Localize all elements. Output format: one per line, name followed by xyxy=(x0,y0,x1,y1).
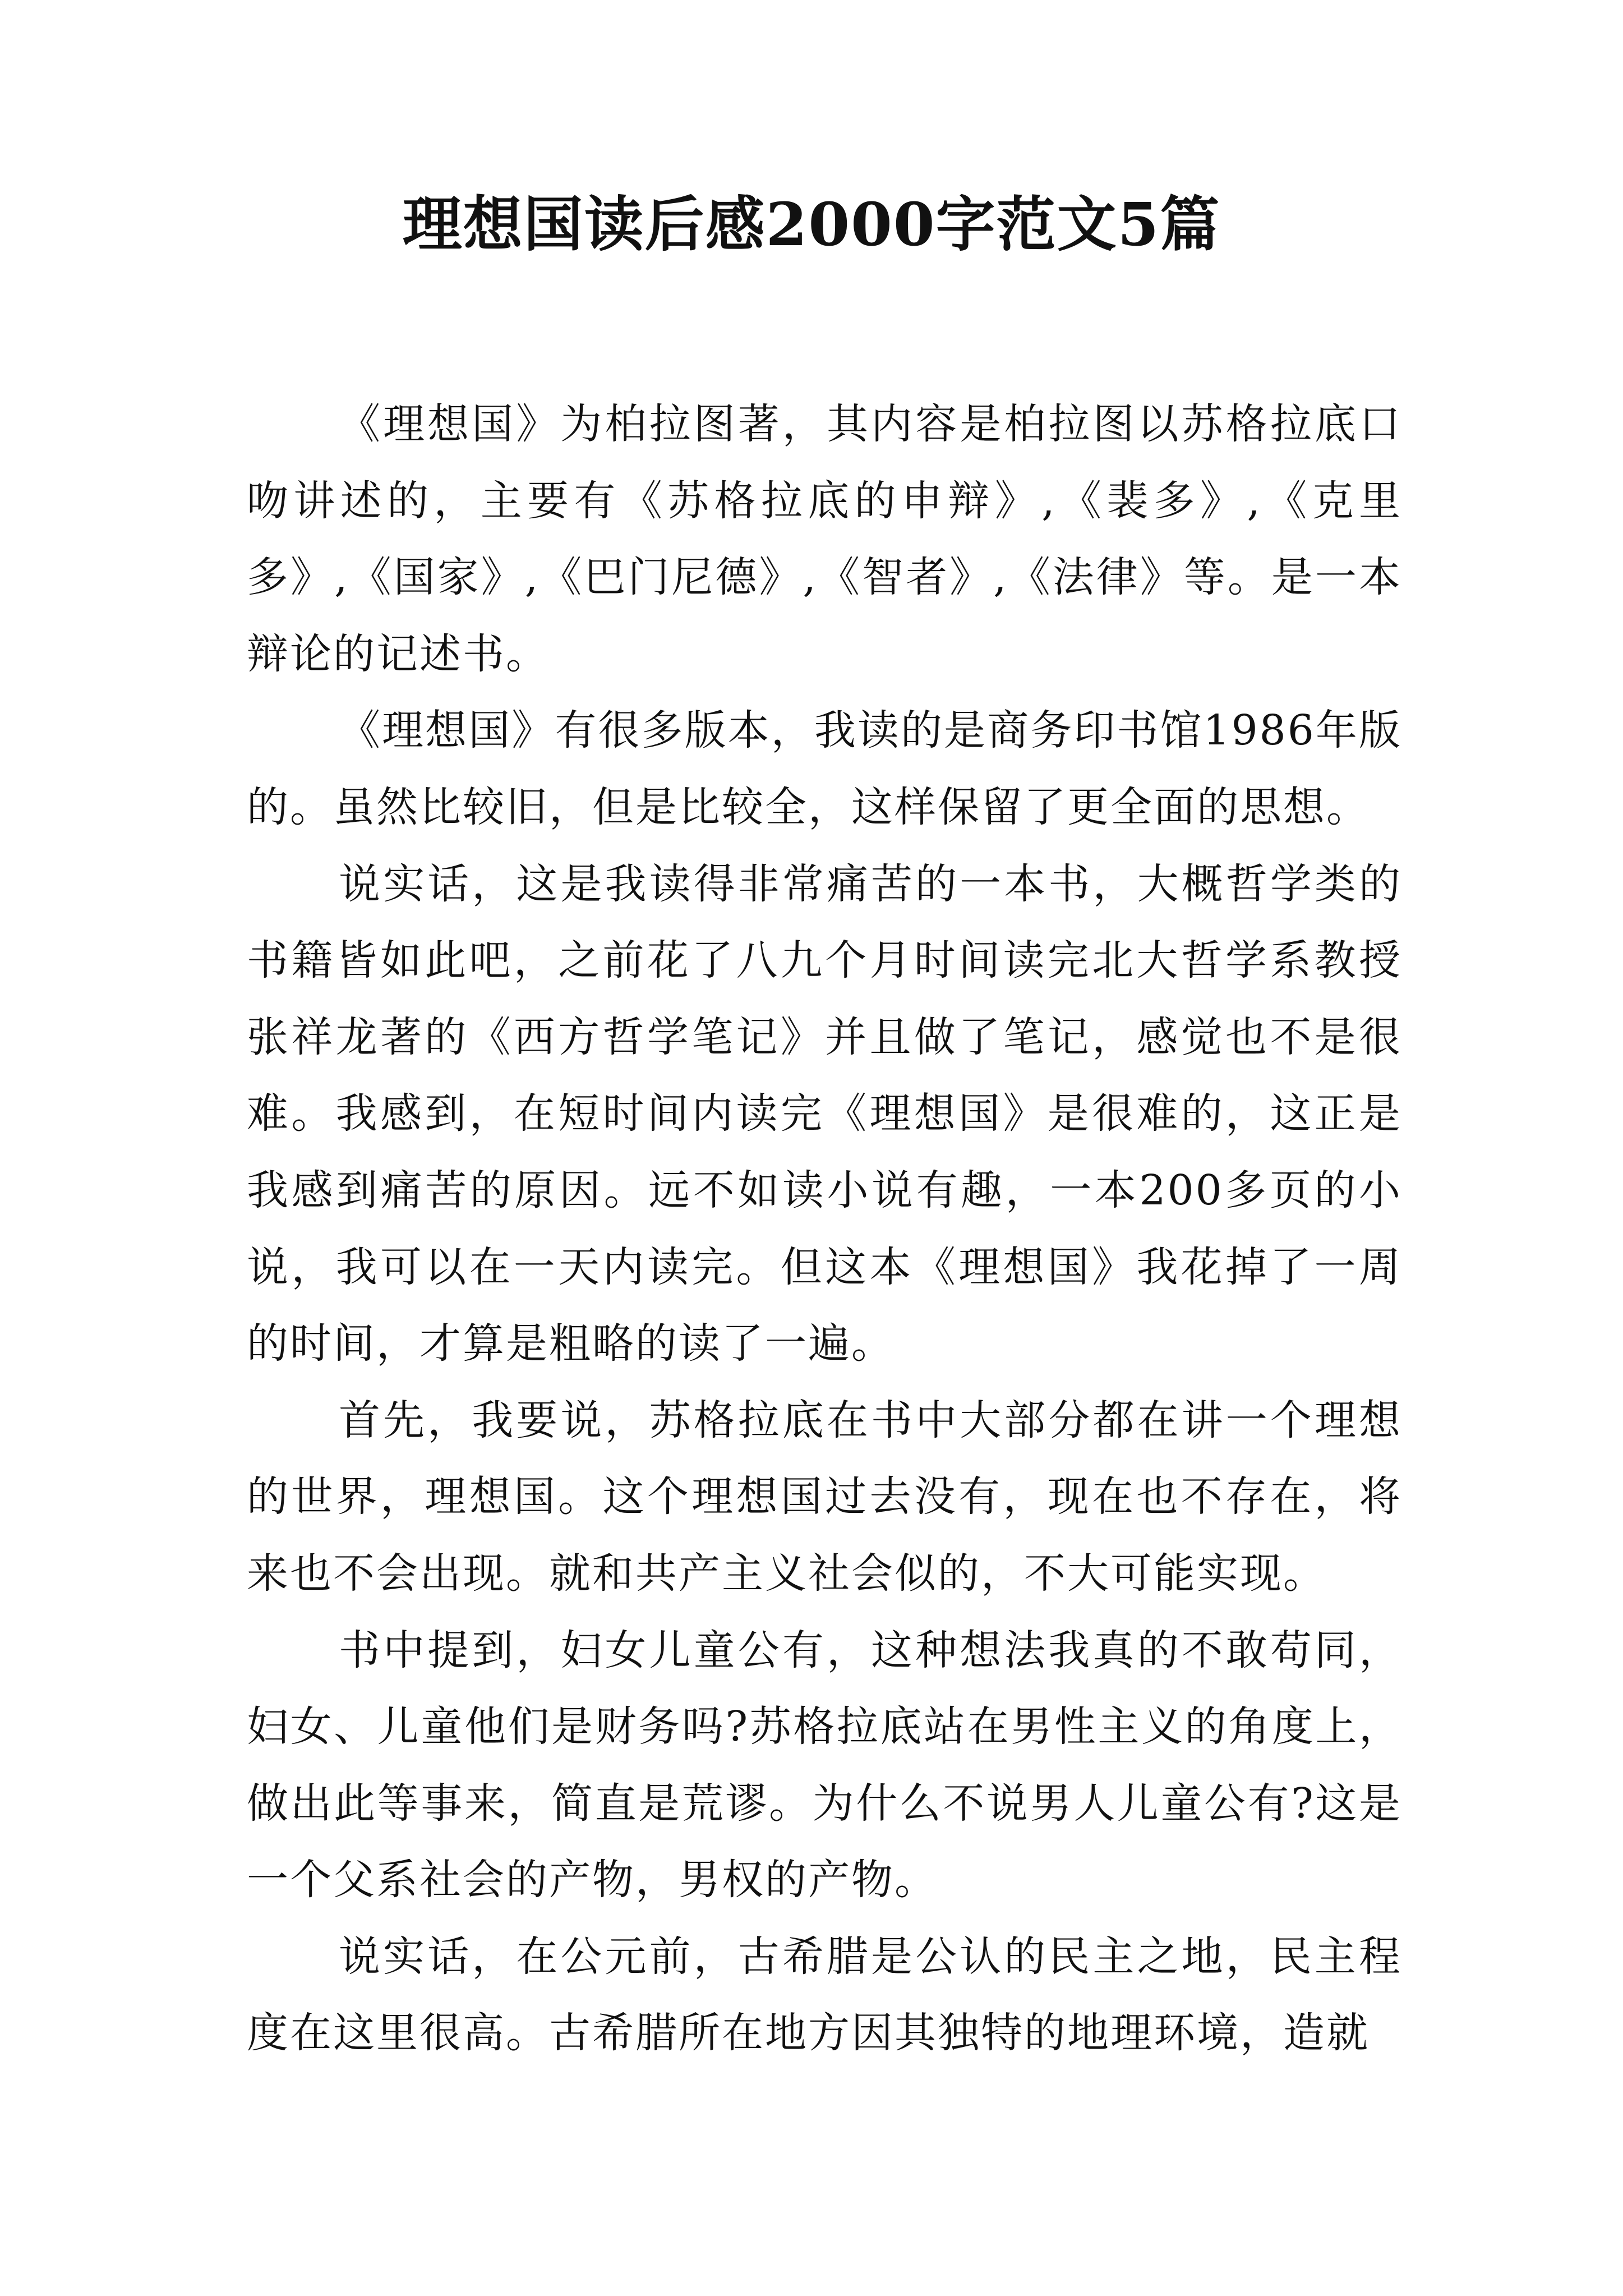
paragraph-6: 说实话，在公元前，古希腊是公认的民主之地，民主程度在这里很高。古希腊所在地方因其独特的地理环境，造就 xyxy=(247,1932,1402,2058)
document-title: 理想国读后感2000字范文5篇 xyxy=(402,189,1221,259)
paragraph-3: 说实话，这是我读得非常痛苦的一本书，大概哲学类的书籍皆如此吧，之前花了八九个月时间读完北大哲学系教授张祥龙著的《西方哲学笔记》并且做了笔记，感觉也不是很难。我感到，在短时间内读完《理想国》是很难的，这正是我感到痛苦的原因。远不如读小说有趣，一本200多页的小说，我可以在一天内读完。但这本《理想国》我花掉了一周的时间，才算是粗略的读了一遍。 xyxy=(247,859,1402,1368)
paragraph-1: 《理想国》为柏拉图著，其内容是柏拉图以苏格拉底口吻讲述的，主要有《苏格拉底的申辩》,《裴多》,《克里多》,《国家》,《巴门尼德》,《智者》,《法律》等。是一本辩论的记述书。 xyxy=(247,400,1402,678)
paragraph-4: 首先，我要说，苏格拉底在书中大部分都在讲一个理想的世界，理想国。这个理想国过去没有，现在也不存在，将来也不会出现。就和共产主义社会似的，不大可能实现。 xyxy=(247,1396,1402,1598)
paragraph-2: 《理想国》有很多版本，我读的是商务印书馆1986年版的。虽然比较旧，但是比较全，这样保留了更全面的思想。 xyxy=(247,706,1402,831)
paragraph-5: 书中提到，妇女儿童公有，这种想法我真的不敢苟同，妇女、儿童他们是财务吗?苏格拉底站在男性主义的角度上，做出此等事来，简直是荒谬。为什么不说男人儿童公有?这是一个父系社会的产物，男权的产物。 xyxy=(247,1626,1402,1904)
document-body xyxy=(247,386,1402,2072)
